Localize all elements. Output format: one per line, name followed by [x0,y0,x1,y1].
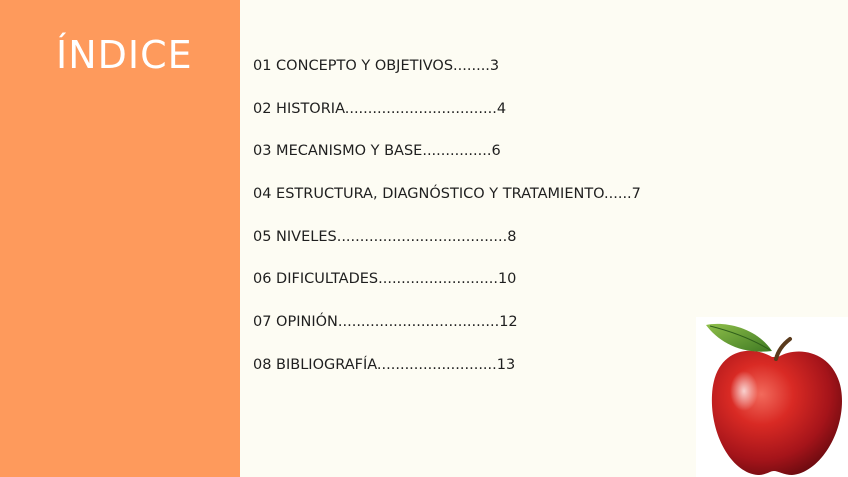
toc-entry-dificultades: 06 DIFICULTADES..........................10 [253,271,517,288]
toc-entry-concepto: 01 CONCEPTO Y OBJETIVOS........3 [253,58,500,74]
toc-entry-estructura: 04 ESTRUCTURA, DIAGNÓSTICO Y TRATAMIENTO......7 [253,186,641,203]
toc-entry-niveles: 05 NIVELES.....................................8 [253,228,517,245]
toc-entry-opinion: 07 OPINIÓN...................................12 [253,314,518,331]
orange-side-panel [0,0,240,477]
page-title: ÍNDICE [56,33,193,77]
apple-image [696,317,848,477]
toc-entry-historia: 02 HISTORIA.................................4 [253,100,507,117]
table-of-contents [253,54,641,396]
toc-entry-bibliografia: 08 BIBLIOGRAFÍA..........................13 [253,356,516,373]
toc-entry-mecanismo: 03 MECANISMO Y BASE...............6 [253,143,501,160]
